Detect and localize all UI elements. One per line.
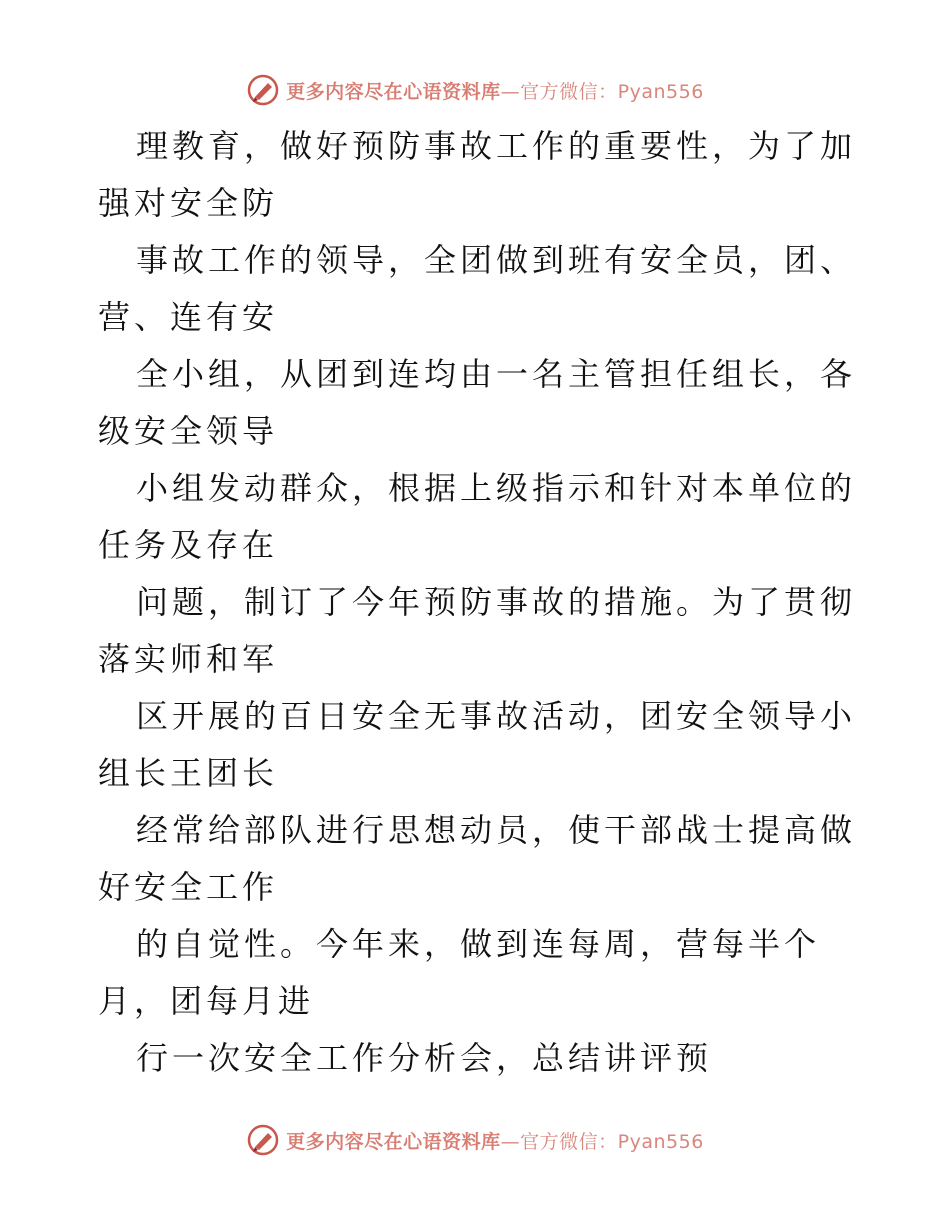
paragraph: 区开展的百日安全无事故活动，团安全领导小组长王团长	[98, 697, 857, 792]
watermark-text	[286, 1127, 704, 1154]
pen-logo-icon	[246, 1123, 280, 1157]
header-watermark	[0, 70, 950, 110]
paragraph: 的自觉性。今年来，做到连每周，营每半个月，团每月进	[98, 925, 821, 1020]
paragraph: 问题，制订了今年预防事故的措施。为了贯彻落实师和军	[98, 583, 857, 678]
paragraph: 行一次安全工作分析会，总结讲评预	[136, 1039, 713, 1077]
paragraph: 全小组，从团到连均由一名主管担任组长，各级安全领导	[98, 355, 857, 450]
watermark-suffix: —官方微信：Pyan556	[500, 1130, 704, 1153]
paragraph: 理教育，做好预防事故工作的重要性，为了加强对安全防	[98, 127, 857, 222]
watermark-main: 更多内容尽在心语资料库	[286, 1130, 501, 1153]
document-body	[98, 118, 858, 1087]
paragraph: 小组发动群众，根据上级指示和针对本单位的任务及存在	[98, 469, 857, 564]
paragraph: 经常给部队进行思想动员，使干部战士提高做好安全工作	[98, 811, 857, 906]
paragraph: 事故工作的领导，全团做到班有安全员，团、营、连有安	[98, 241, 857, 336]
footer-watermark	[0, 1120, 950, 1160]
watermark-text	[286, 77, 704, 104]
watermark-suffix: —官方微信：Pyan556	[500, 80, 704, 103]
pen-logo-icon	[246, 73, 280, 107]
watermark-main: 更多内容尽在心语资料库	[286, 80, 501, 103]
